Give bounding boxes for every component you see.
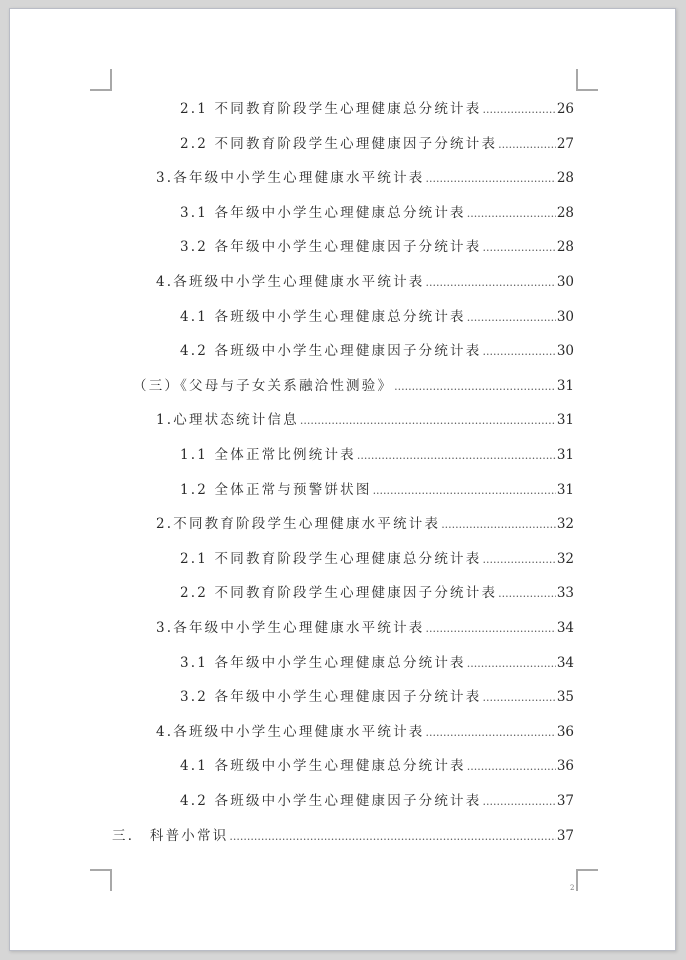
toc-entry[interactable]: [180, 651, 574, 671]
dot-leader: [482, 345, 555, 358]
toc-entry-page: 27: [556, 135, 574, 152]
toc-entry-page: 30: [556, 343, 574, 360]
toc-entry-title: 2.1 不同教育阶段学生心理健康总分统计表: [180, 101, 482, 117]
toc-entry[interactable]: [156, 270, 574, 290]
dot-leader: [373, 484, 556, 497]
dot-leader: [467, 760, 556, 773]
dot-leader: [467, 657, 556, 670]
toc-entry-title: 4.2 各班级中小学生心理健康因子分统计表: [180, 343, 482, 360]
dot-leader: [482, 103, 555, 116]
toc-entry[interactable]: [180, 201, 574, 221]
toc-entry-title: 2.不同教育阶段学生心理健康水平统计表: [156, 516, 441, 533]
toc-entry[interactable]: [180, 97, 574, 117]
toc-entry-page: 34: [556, 620, 574, 636]
toc-entry-page: 37: [556, 827, 574, 844]
dot-leader: [482, 241, 555, 254]
toc-entry-page: 28: [556, 204, 574, 221]
toc-entry[interactable]: [180, 754, 574, 774]
toc-entry-title: 2.2 不同教育阶段学生心理健康因子分统计表: [180, 585, 498, 602]
margin-corner-mark: [576, 869, 598, 891]
toc-entry-title: 1.1 全体正常比例统计表: [180, 447, 356, 463]
toc-entry-title: 4.各班级中小学生心理健康水平统计表: [156, 274, 425, 290]
toc-entry[interactable]: [156, 408, 574, 428]
toc-entry-title: 3.1 各年级中小学生心理健康总分统计表: [180, 654, 466, 671]
toc-entry-page: 36: [556, 723, 574, 740]
toc-entry[interactable]: [133, 374, 574, 394]
toc-entry[interactable]: [180, 235, 574, 255]
dot-leader: [482, 553, 555, 566]
dot-leader: [425, 726, 555, 739]
toc-entry-page: 31: [556, 447, 574, 463]
toc-entry-title: 4.各班级中小学生心理健康水平统计表: [156, 723, 425, 740]
dot-leader: [229, 830, 555, 843]
toc-entry[interactable]: [156, 512, 574, 532]
toc-entry[interactable]: [156, 166, 574, 186]
margin-corner-mark: [576, 69, 598, 91]
dot-leader: [425, 172, 555, 185]
dot-leader: [394, 380, 556, 393]
toc-entry[interactable]: [180, 478, 574, 498]
dot-leader: [300, 414, 556, 427]
dot-leader: [498, 138, 556, 151]
dot-leader: [498, 587, 556, 600]
toc-entry-title: 4.2 各班级中小学生心理健康因子分统计表: [180, 793, 482, 809]
toc-entry-title: 3.2 各年级中小学生心理健康因子分统计表: [180, 689, 482, 706]
toc-entry-title: 3.各年级中小学生心理健康水平统计表: [156, 620, 425, 636]
dot-leader: [425, 622, 555, 635]
toc-entry-title: 4.1 各班级中小学生心理健康总分统计表: [180, 308, 466, 325]
toc-entry[interactable]: [180, 789, 574, 809]
toc-entry-page: 33: [556, 585, 574, 602]
toc-entry-page: 26: [556, 101, 574, 117]
toc-entry[interactable]: [112, 824, 574, 844]
toc-entry[interactable]: [180, 685, 574, 705]
toc-entry-page: 37: [556, 793, 574, 809]
document-page: [9, 8, 676, 951]
toc-entry[interactable]: [156, 616, 574, 636]
dot-leader: [467, 207, 556, 220]
toc-entry-title: （三）《父母与子女关系融洽性测验》: [133, 377, 394, 394]
toc-entry-title: 3.各年级中小学生心理健康水平统计表: [156, 170, 425, 187]
toc-entry-title: 2.2 不同教育阶段学生心理健康因子分统计表: [180, 135, 498, 152]
toc-entry-page: 32: [556, 516, 574, 533]
toc-entry-page: 30: [556, 274, 574, 290]
toc-entry-title: 2.1 不同教育阶段学生心理健康总分统计表: [180, 550, 482, 567]
toc-entry[interactable]: [180, 443, 574, 463]
toc-entry-page: 34: [556, 654, 574, 671]
toc-entry-page: 31: [556, 481, 574, 498]
dot-leader: [357, 449, 556, 462]
toc-entry[interactable]: [180, 305, 574, 325]
toc-entry[interactable]: [180, 339, 574, 359]
dot-leader: [467, 311, 556, 324]
toc-entry-title: 三． 科普小常识: [112, 827, 229, 844]
toc-entry-title: 1.心理状态统计信息: [156, 412, 299, 429]
toc-entry-page: 31: [556, 412, 574, 429]
margin-corner-mark: [90, 869, 112, 891]
toc-entry-page: 35: [556, 689, 574, 706]
toc-entry[interactable]: [180, 581, 574, 601]
page-number: 2: [570, 884, 575, 892]
toc-entry-title: 3.2 各年级中小学生心理健康因子分统计表: [180, 239, 482, 256]
toc-entry-page: 30: [556, 308, 574, 325]
toc-entry-page: 36: [556, 758, 574, 775]
toc-entry[interactable]: [156, 720, 574, 740]
toc-entry[interactable]: [180, 132, 574, 152]
toc-entry-page: 28: [556, 239, 574, 256]
dot-leader: [482, 691, 555, 704]
toc-entry[interactable]: [180, 547, 574, 567]
toc-entry-page: 31: [556, 377, 574, 394]
toc-entry-page: 28: [556, 170, 574, 187]
toc-entry-title: 4.1 各班级中小学生心理健康总分统计表: [180, 758, 466, 775]
dot-leader: [425, 276, 555, 289]
margin-corner-mark: [90, 69, 112, 91]
toc-entry-title: 1.2 全体正常与预警饼状图: [180, 481, 372, 498]
toc-entry-title: 3.1 各年级中小学生心理健康总分统计表: [180, 204, 466, 221]
dot-leader: [482, 795, 555, 808]
dot-leader: [441, 518, 556, 531]
toc-entry-page: 32: [556, 550, 574, 567]
